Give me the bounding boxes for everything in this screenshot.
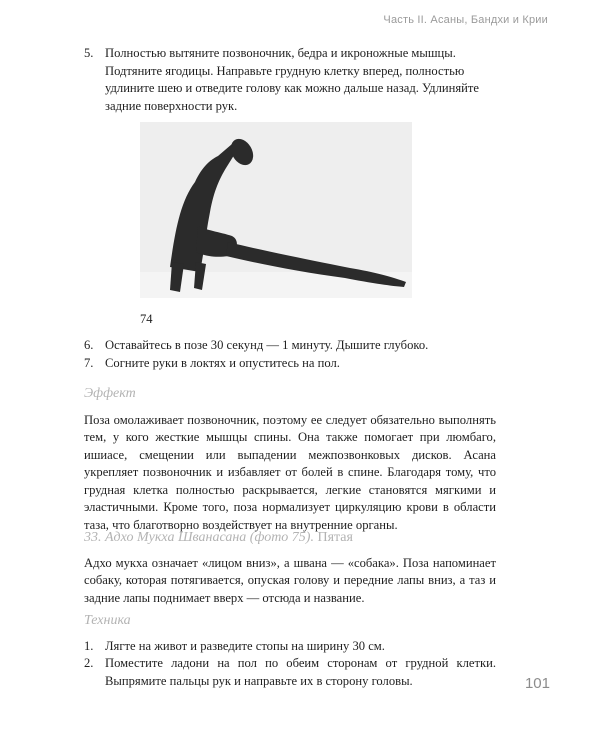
step-text: Согните руки в локтях и опуститесь на пол. [105, 355, 340, 370]
step-number: 6. [84, 338, 94, 352]
step-number: 1. [84, 638, 94, 653]
pose-illustration [140, 122, 412, 298]
running-head: Часть II. Асаны, Бандхи и Крии [383, 14, 548, 26]
technique-step-2 [84, 655, 496, 690]
technique-list [84, 638, 496, 691]
step-number: 5. [84, 46, 94, 60]
asana-level: Пятая [313, 530, 353, 545]
step-6 [84, 337, 496, 355]
step-number: 2. [84, 656, 94, 670]
effect-body: Поза омолаживает позвоночник, поэтому ее следует обязательно выполнять тем, у кого жесткие мышцы спины. Она также помогает при люмбаго, ишиасе, смещении или выпадении межпозвонковых дисков. Асана укрепляет позвоночник и избавляет от болей в спине. Благодаря тому, что грудная клетка полностью раскрывается, легкие становятся мягкими и эластичными. Кроме того, поза нормализует циркуляцию крови в области таза, что благотворно воздействует на внутренние органы. [84, 412, 496, 532]
steps-top [84, 45, 496, 115]
page-number: 101 [524, 675, 550, 692]
technique-heading: Техника [84, 613, 131, 628]
asana-heading [84, 529, 496, 547]
effect-heading: Эффект [84, 386, 136, 401]
step-text: Поместите ладони на пол по обеим сторонам от грудной клетки. Выпрямите пальцы рук и направьте их в сторону головы. [105, 656, 496, 688]
asana-title: 33. Адхо Мукха Шванасана (фото 75). [84, 530, 314, 545]
asana-description: Адхо мукха означает «лицом вниз», а швана — «собака». Поза напоминает собаку, которая потягивается, опуская голову и передние лапы вниз, а таз и задние лапы поднимает вверх — отсюда и название. [84, 555, 496, 605]
steps-middle [84, 337, 496, 372]
step-text: Полностью вытяните позвоночник, бедра и икроножные мышцы. Подтяните ягодицы. Направьте грудную клетку вперед, полностью удлините шею и отведите голову как можно дальше назад. Удлиняйте задние поверхности рук. [105, 46, 479, 113]
asana-section [84, 529, 496, 607]
effect-section [84, 385, 496, 534]
step-7 [84, 355, 496, 373]
pose-photo [140, 122, 412, 298]
technique-step-1 [84, 638, 496, 656]
step-5 [84, 45, 496, 115]
step-text: Лягте на живот и разведите стопы на ширину 30 см. [105, 638, 385, 653]
figure-number: 74 [140, 312, 153, 326]
technique-section [84, 612, 496, 690]
step-number: 7. [84, 355, 94, 370]
step-text: Оставайтесь в позе 30 секунд — 1 минуту. Дышите глубоко. [105, 338, 429, 352]
